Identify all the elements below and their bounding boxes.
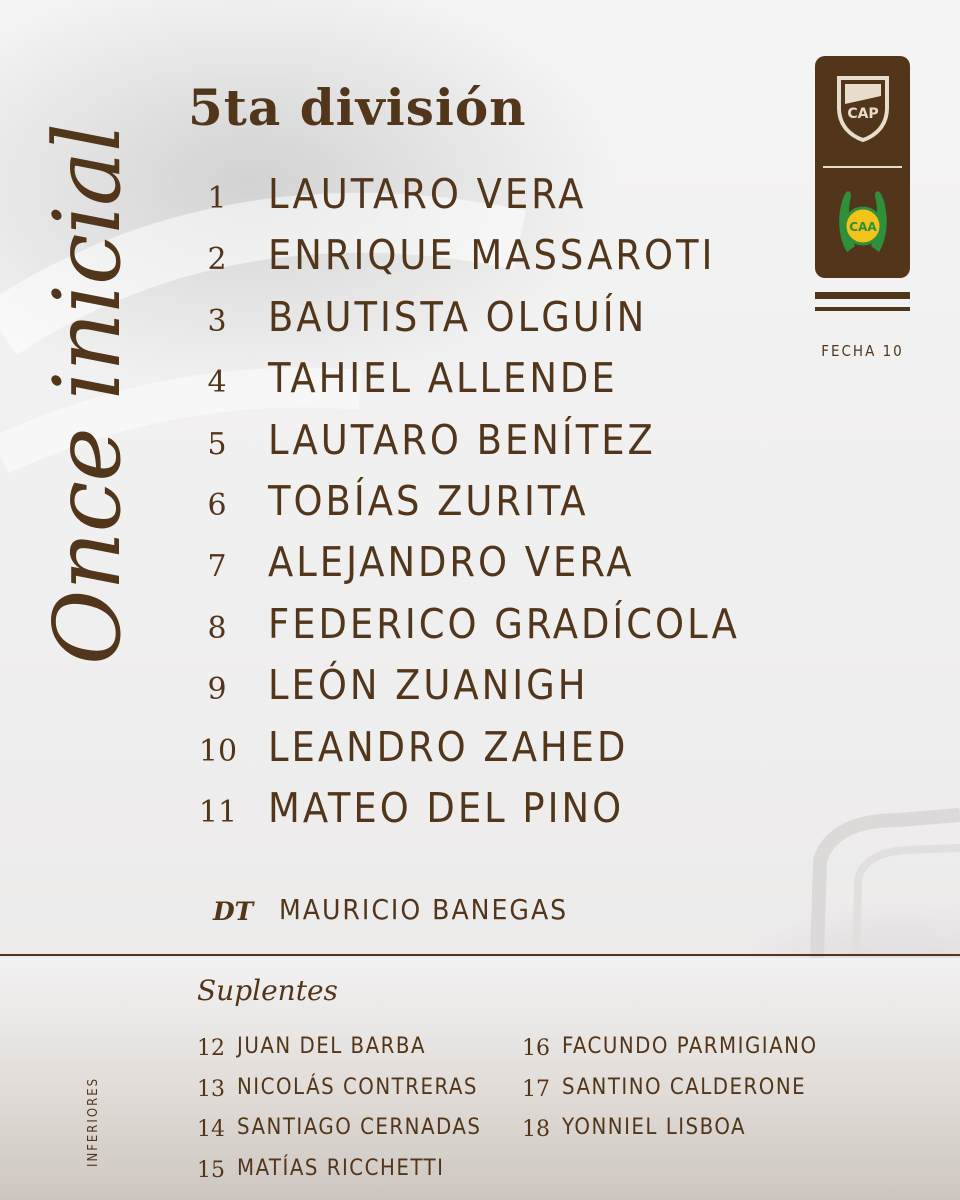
sub-number: 18 [522,1117,550,1143]
player-name: LEÓN ZUANIGH [268,661,589,710]
sub-number: 15 [197,1157,225,1183]
player-number: 6 [207,487,227,523]
page-title: 5ta división [188,78,527,137]
player-name: TOBÍAS ZURITA [268,476,589,525]
coach-name: MAURICIO BANEGAS [279,893,569,926]
player-number: 8 [207,610,227,646]
player-number: 4 [207,365,227,401]
match-badge [815,56,910,278]
side-label: INFERIORES [86,1076,101,1167]
sub-name: SANTIAGO CERNADAS [237,1115,482,1141]
svg-text:CAP: CAP [847,106,879,122]
sub-name: FACUNDO PARMIGIANO [562,1034,818,1059]
decor-stripe [815,307,910,311]
sub-name: NICOLÁS CONTRERAS [237,1074,478,1100]
player-number: 2 [207,242,227,278]
player-name: LAUTARO BENÍTEZ [268,415,656,464]
vertical-title: Once inicial [34,123,141,665]
sub-number: 14 [197,1117,225,1143]
player-number: 10 [198,733,238,769]
sub-name: MATÍAS RICCHETTI [237,1155,445,1181]
player-name: LAUTARO VERA [268,170,587,218]
player-name: TAHIEL ALLENDE [268,354,618,403]
player-number: 3 [207,303,227,339]
subs-title: Suplentes [197,974,338,1007]
platense-crest-icon [835,74,891,142]
sub-name: SANTINO CALDERONE [562,1074,807,1100]
match-date-label: FECHA 10 [821,342,904,360]
player-name: ENRIQUE MASSAROTI [268,231,716,280]
player-number: 1 [207,181,227,216]
sub-number: 16 [522,1036,550,1061]
player-number: 9 [207,672,227,708]
section-divider [0,954,960,956]
player-number: 5 [207,426,227,462]
player-name: MATEO DEL PINO [268,783,625,832]
sub-number: 17 [522,1076,550,1102]
player-name: ALEJANDRO VERA [268,538,635,587]
decor-stripe [815,292,910,299]
sub-number: 13 [197,1076,225,1102]
sub-number: 12 [197,1036,225,1061]
player-number: 11 [198,794,238,830]
substitutes-panel [0,958,960,1200]
player-name: FEDERICO GRADÍCOLA [268,599,740,648]
badge-separator [823,166,902,168]
player-name: LEANDRO ZAHED [268,722,629,771]
sub-name: JUAN DEL BARBA [237,1034,426,1059]
coach-label: DT [213,897,254,926]
player-number: 7 [207,549,227,585]
aldosivi-crest-icon [833,186,893,260]
player-name: BAUTISTA OLGUÍN [268,292,648,341]
svg-text:CAA: CAA [849,220,877,234]
sub-name: YONNIEL LISBOA [562,1115,747,1141]
